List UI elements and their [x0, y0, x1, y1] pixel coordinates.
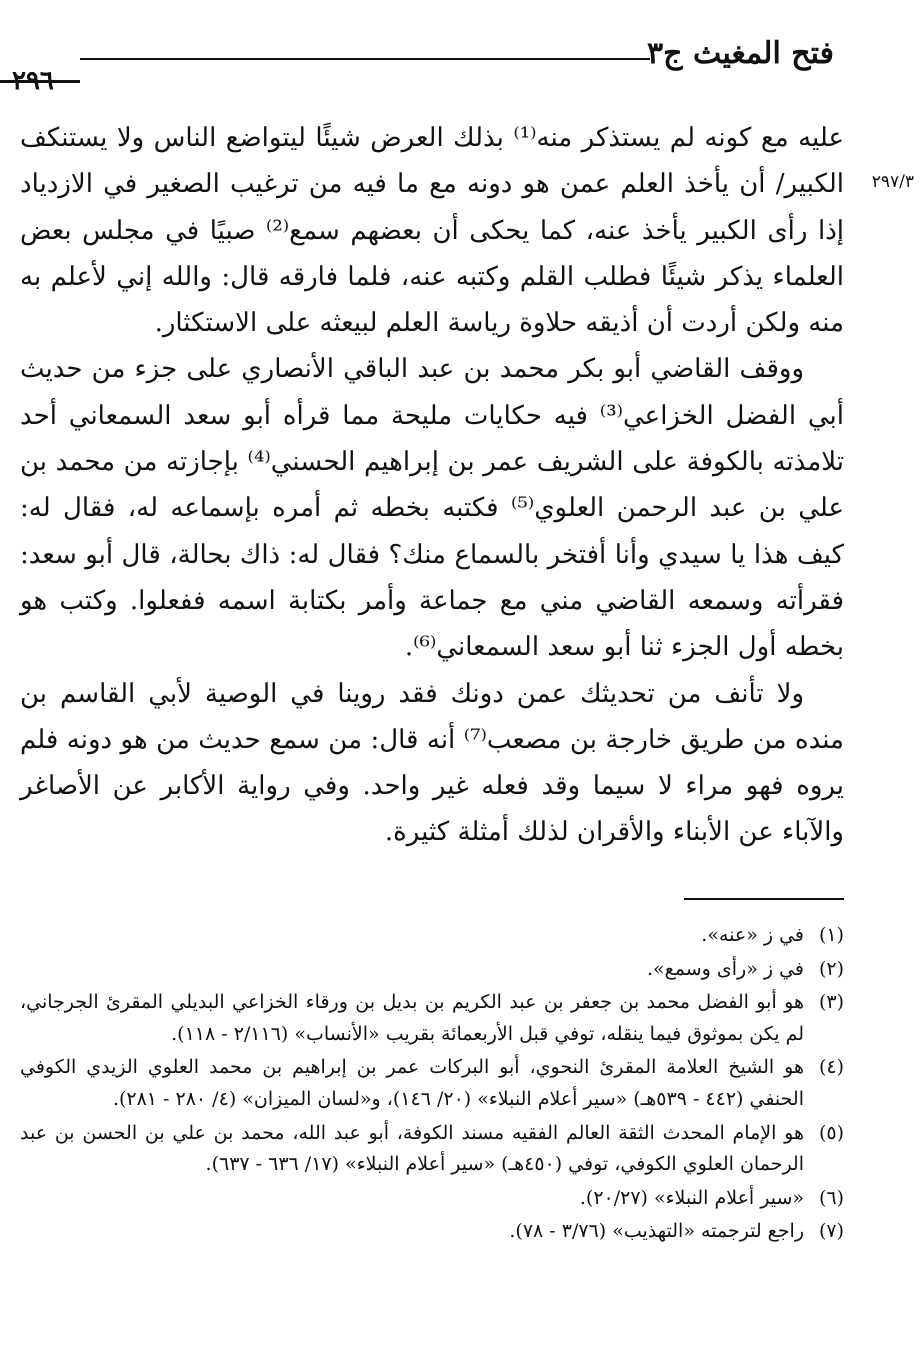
footnote-5 — [20, 1118, 844, 1181]
footnote-number: (٧) — [818, 1220, 844, 1243]
footnote-number: (٤) — [818, 1056, 844, 1079]
footnote-text: هو الإمام المحدث الثقة العالم الفقيه مسند الكوفة، أبو عبد الله، محمد بن علي بن الحسن بن عبد الرحمان العلوي الكوفي، توفي (٤٥٠هـ) «سير أعلام النبلاء» (١٧/ ٦٣٦ - ٦٣٧). — [20, 1121, 804, 1176]
footnote-3 — [20, 987, 844, 1050]
footnote-text: هو الشيخ العلامة المقرئ النحوي، أبو البركات عمر بن إبراهيم بن محمد العلوي الزيدي الكوفي الحنفي (٤٤٢ - ٥٣٩هـ) «سير أعلام النبلاء» (٢٠/ ١٤٦)، و«لسان الميزان» (٤/ ٢٨٠ - ٢٨١). — [20, 1056, 804, 1110]
footnote-text: في ز «عنه». — [701, 924, 804, 946]
footnotes — [20, 920, 844, 1250]
book-title: فتح المغيث ج٣ — [647, 36, 834, 71]
footnote-text: هو أبو الفضل محمد بن جعفر بن عبد الكريم بن بديل بن ورقاء الخزاعي البديلي المقرئ الجرجاني، لم يكن بموثوق فيما ينقله، توفي قبل الأربعمائة بقريب «الأنساب» (٢/١١٦ - ١١٨). — [20, 991, 804, 1045]
footnote-separator — [684, 898, 844, 900]
footnote-2 — [20, 954, 844, 986]
footnote-number: (٦) — [818, 1186, 844, 1209]
footnote-6 — [20, 1183, 844, 1215]
footnote-number: (٢) — [818, 957, 844, 980]
header-rule — [80, 58, 650, 60]
footnote-1 — [20, 920, 844, 952]
paragraph-1: عليه مع كونه لم يستذكر منه⁽¹⁾ بذلك العرض شيئًا ليتواضع الناس ولا يستنكف الكبير/ أن يأخذ العلم عمن هو دونه مع ما فيه من ترغيب الصغير في الازدياد إذا رأى الكبير يأخذ عنه، كما يحكى أن بعضهم سمع⁽²⁾ صبيًا في مجلس بعض العلماء يذكر شيئًا فطلب القلم وكتبه عنه، فلما فارقه قال: والله إني لأعلم به منه ولكن أردت أن أذيقه حلاوة رياسة العلم لبيعثه على الاستكثار. — [20, 123, 844, 339]
margin-reference: ٢٩٧/٣ — [871, 172, 914, 192]
footnote-4 — [20, 1052, 844, 1115]
footnote-text: في ز «رأى وسمع». — [646, 957, 804, 980]
footnote-number: (٣) — [818, 991, 844, 1014]
footnote-number: (٥) — [818, 1121, 844, 1144]
footnote-text: راجع لترجمته «التهذيب» (٣/٧٦ - ٧٨). — [509, 1220, 804, 1243]
footnote-number: (١) — [818, 924, 844, 946]
paragraph-2: ووقف القاضي أبو بكر محمد بن عبد الباقي الأنصاري على جزء من حديث أبي الفضل الخزاعي⁽³⁾ فيه حكايات مليحة مما قرأه أبو سعد السمعاني أحد تلامذته بالكوفة على الشريف عمر بن إبراهيم الحسني⁽⁴⁾ بإجازته من محمد بن علي بن عبد الرحمن العلوي⁽⁵⁾ فكتبه بخطه ثم أمره بإسماعه له، فقال له: كيف هذا يا سيدي وأنا أفتخر بالسماع منك؟ فقال له: ذاك بحالة، قال أبو سعد: فقرأته وسمعه القاضي مني مع جماعة وأمر بكتابة اسمه ففعلوا. وكتب هو بخطه أول الجزء ثنا أبو سعد السمعاني⁽⁶⁾. — [20, 354, 845, 663]
main-text — [20, 115, 844, 856]
footnote-7 — [20, 1216, 844, 1248]
page-number: ٢٩٦ — [12, 66, 54, 96]
page-header — [60, 30, 844, 70]
paragraph-3: ولا تأنف من تحديثك عمن دونك فقد روينا في الوصية لأبي القاسم بن منده من طريق خارجة بن مصعب⁽⁷⁾ أنه قال: من سمع حديث من هو دونه فلم يروه فهو مراء لا سيما وقد فعله غير واحد. وفي رواية الأكابر عن الأصاغر والآباء عن الأبناء والأقران لذلك أمثلة كثيرة. — [20, 678, 844, 848]
page-number-block — [0, 58, 80, 98]
footnote-text: «سير أعلام النبلاء» (٢٠/٢٧). — [579, 1186, 804, 1209]
